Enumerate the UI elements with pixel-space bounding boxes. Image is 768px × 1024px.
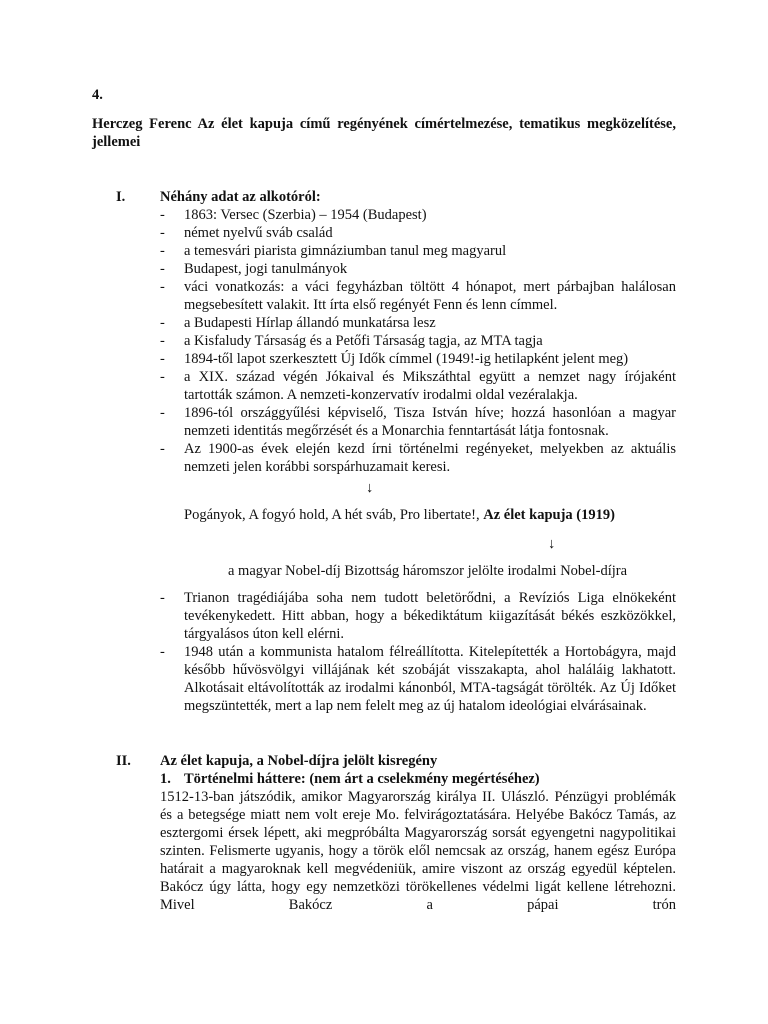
list-item — [160, 224, 676, 242]
list-item — [160, 404, 676, 440]
list-dash: - — [160, 369, 165, 385]
list-item — [160, 332, 676, 350]
works-list: Pogányok, A fogyó hold, A hét sváb, Pro libertate!, — [184, 507, 480, 523]
arrow-down-icon: ↓ — [366, 480, 374, 496]
list-item — [160, 278, 676, 314]
list-item-text: 1896-tól országgyűlési képviselő, Tisza István híve; hozzá hasonlóan a magyar nemzeti identitás megőrzését és a Monarchia fenntartását látja fontosnak. — [184, 405, 676, 439]
list-item — [160, 643, 676, 715]
list-item — [160, 440, 676, 476]
list-dash: - — [160, 315, 165, 331]
list-item-text: 1948 után a kommunista hatalom félreállította. Kitelepítették a Hortobágyra, majd később hűvösvölgyi villájának két szobáját visszakapta, ahol haláláig lakhatott. Alkotásait eltávolították az irodalmi kánonból, MTA-tagságát törölték. Az Új Időket megszüntették, mert a lap nem felelt meg az új hatalom ideológiai elvárásainak. — [184, 644, 676, 714]
list-dash: - — [160, 279, 165, 295]
section-1-numeral: I. — [116, 189, 126, 205]
list-item-text: a temesvári piarista gimnáziumban tanul meg magyarul — [184, 243, 507, 259]
list-dash: - — [160, 351, 165, 367]
list-item — [160, 314, 676, 332]
arrow-down-icon: ↓ — [548, 536, 556, 552]
list-item — [160, 242, 676, 260]
list-item-text: Budapest, jogi tanulmányok — [184, 261, 348, 277]
historical-background-paragraph: 1512-13-ban játszódik, amikor Magyarország királya II. Ulászló. Pénzügyi problémák és a betegsége miatt nem volt ereje Mo. felvirágoztatására. Helyébe Bakócz Tamás, az esztergomi érsek lépett, aki megpróbálta Magyarország sorsát egyengetni nagypolitikai szinten. Felismerte ugyanis, hogy a török elől nemcsak az ország, hanem egész Európa határait a magyaroknak kell megvédeniük, amire viszont az ország egyedül képtelen. Bakócz úgy látta, hogy egy nemzetközi törökellenes védelmi ligát kellene létrehozni. Mivel Bakócz a pápai trón — [160, 789, 676, 913]
list-dash: - — [160, 333, 165, 349]
list-item-text: 1863: Versec (Szerbia) – 1954 (Budapest) — [184, 207, 427, 223]
list-dash: - — [160, 590, 165, 606]
list-item-text: Trianon tragédiájába soha nem tudott beletörődni, a Revíziós Liga elnökeként tevékenykedett. Hitt abban, hogy a békediktátum kiigazítását békés eszközökkel, tárgyalásos úton kell elérni. — [184, 590, 676, 642]
list-item-text: a Budapesti Hírlap állandó munkatársa lesz — [184, 315, 436, 331]
list-item — [160, 260, 676, 278]
list-dash: - — [160, 405, 165, 421]
subsection-number: 1. — [160, 771, 171, 787]
section-1-heading: Néhány adat az alkotóról: — [160, 189, 321, 205]
featured-work: Az élet kapuja (1919) — [483, 507, 615, 523]
list-dash: - — [160, 225, 165, 241]
later-life-list — [160, 589, 676, 715]
list-item-text: a Kisfaludy Társaság és a Petőfi Társaság tagja, az MTA tagja — [184, 333, 543, 349]
list-dash: - — [160, 261, 165, 277]
list-dash: - — [160, 207, 165, 223]
section-2-heading: Az élet kapuja, a Nobel-díjra jelölt kisregény — [160, 753, 438, 769]
author-facts-list — [160, 206, 676, 476]
list-item — [160, 368, 676, 404]
list-item — [160, 206, 676, 224]
chapter-number: 4. — [92, 87, 103, 103]
list-item-text: Az 1900-as évek elején kezd írni történelmi regényeket, melyekben az aktuális nemzeti jelen korábbi sorspárhuzamait keresi. — [184, 441, 676, 475]
list-dash: - — [160, 644, 165, 660]
list-dash: - — [160, 441, 165, 457]
list-item-text: a XIX. század végén Jókaival és Mikszáthtal együtt a nemzet nagy írójaként tartották számon. A nemzeti-konzervatív irodalmi oldal vezéralakja. — [184, 369, 676, 403]
nobel-nomination-line: a magyar Nobel-díj Bizottság háromszor jelölte irodalmi Nobel-díjra — [228, 563, 628, 579]
document-title: Herczeg Ferenc Az élet kapuja című regényének címértelmezése, tematikus megközelítése, jellemei — [92, 116, 676, 150]
list-item-text: váci vonatkozás: a váci fegyházban töltött 4 hónapot, mert párbajban halálosan megsebesített valakit. Itt írta első regényét Fenn és lenn címmel. — [184, 279, 676, 313]
section-2-numeral: II. — [116, 753, 131, 769]
list-item — [160, 350, 676, 368]
works-line — [184, 506, 615, 524]
list-item — [160, 589, 676, 643]
list-item-text: 1894-től lapot szerkesztett Új Idők címmel (1949!-ig hetilapként jelent meg) — [184, 351, 629, 367]
list-dash: - — [160, 243, 165, 259]
subsection-heading: Történelmi háttere: (nem árt a cselekmény megértéséhez) — [184, 771, 540, 787]
list-item-text: német nyelvű sváb család — [184, 225, 333, 241]
